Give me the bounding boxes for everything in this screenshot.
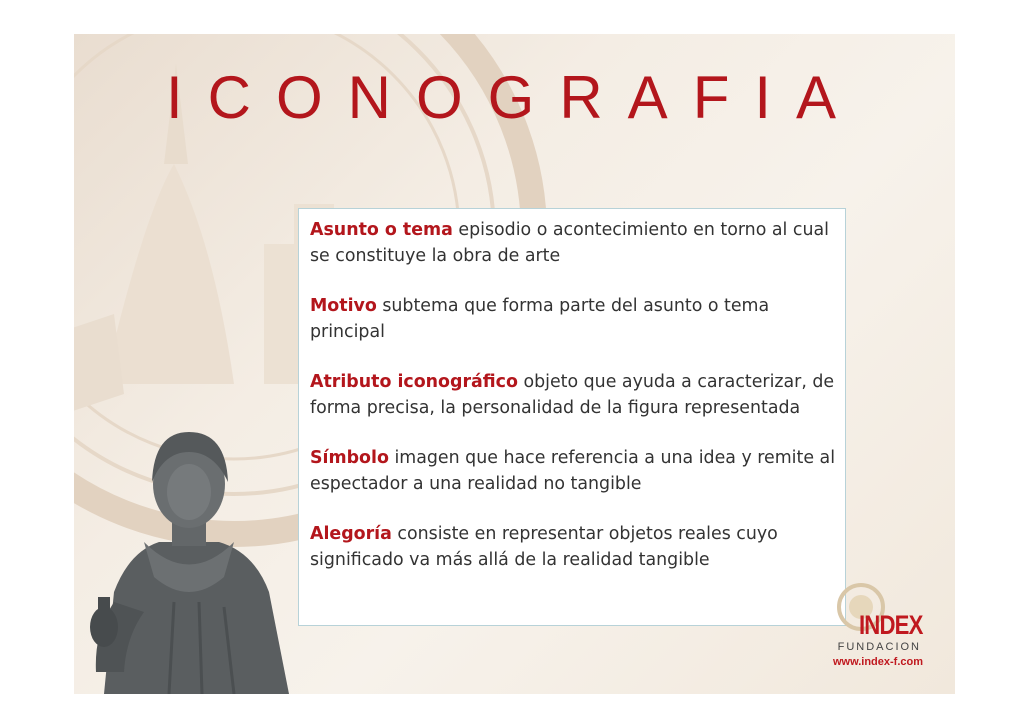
page-title: ICONOGRAFIA [166, 64, 862, 131]
definitions-box [298, 208, 846, 626]
definition-item [310, 369, 839, 421]
definition-item [310, 217, 839, 269]
definition-text: episodio o acontecimiento en torno al cual se constituye la obra de arte [310, 220, 829, 266]
definition-text: imagen que hace referencia a una idea y remite al espectador a una realidad no tangible [310, 448, 836, 494]
slide [74, 34, 955, 694]
definition-text: consiste en representar objetos reales cuyo significado va más allá de la realidad tangible [310, 524, 778, 570]
definition-term: Asunto o tema [310, 220, 453, 240]
definition-item [310, 521, 839, 573]
definition-term: Atributo iconográfico [310, 372, 518, 392]
definition-text: subtema que forma parte del asunto o tema principal [310, 296, 770, 342]
logo-fundacion-text: FUNDACION [837, 641, 921, 653]
definition-item [310, 293, 839, 345]
definition-term: Símbolo [310, 448, 389, 468]
definition-term: Alegoría [310, 524, 392, 544]
statue-image [74, 402, 304, 694]
definition-item [310, 445, 839, 497]
index-foundation-logo [801, 582, 931, 677]
logo-index-text: INDEX [859, 610, 923, 640]
definition-term: Motivo [310, 296, 377, 316]
definition-text: objeto que ayuda a caracterizar, de forma precisa, la personalidad de la figura representada [310, 372, 835, 418]
logo-url[interactable]: www.index-f.com [832, 656, 923, 668]
